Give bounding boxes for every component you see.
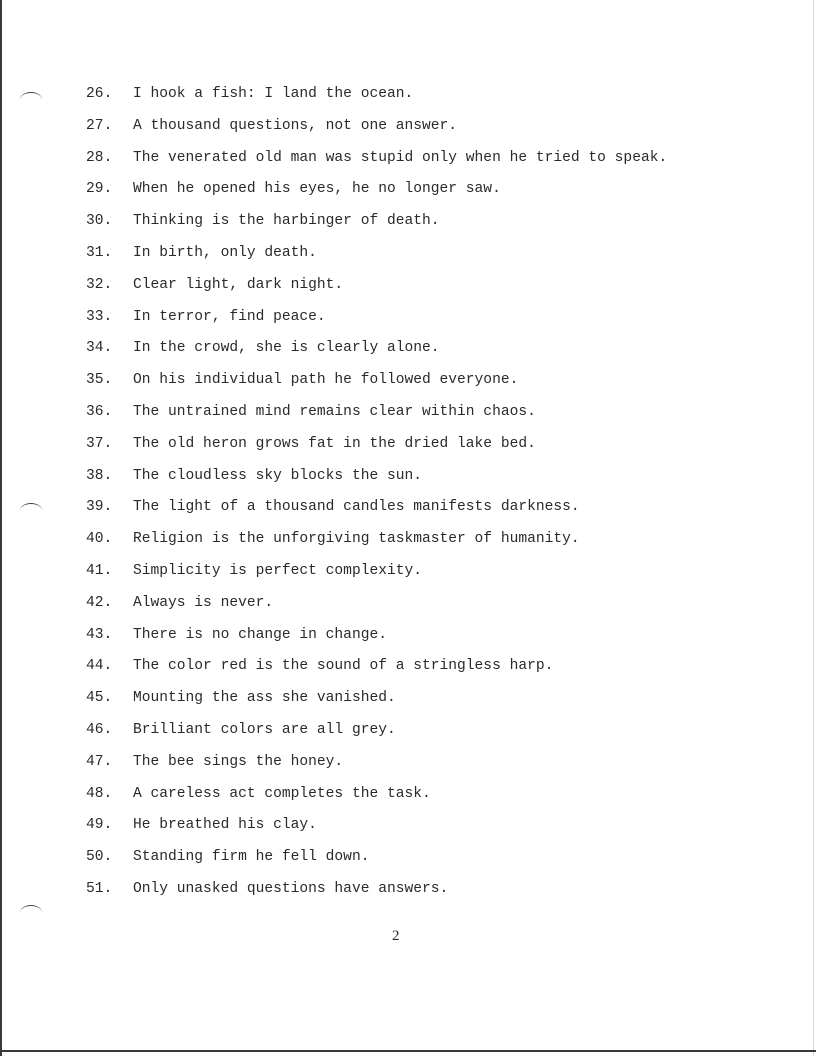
item-text: The venerated old man was stupid only when he tried to speak. [133, 149, 668, 166]
item-text: The bee sings the honey. [133, 753, 344, 770]
item-number: 30. [86, 213, 113, 230]
page-number: 2 [392, 928, 400, 944]
item-text: Standing firm he fell down. [133, 849, 370, 866]
item-number: 49. [86, 817, 113, 834]
item-number: 40. [86, 531, 113, 548]
item-text: In terror, find peace. [133, 308, 326, 325]
item-text: The cloudless sky blocks the sun. [133, 467, 423, 484]
item-number: 47. [86, 753, 113, 770]
item-text: The untrained mind remains clear within chaos. [133, 403, 536, 420]
scan-edge-left [0, 0, 2, 1056]
item-text: Brilliant colors are all grey. [133, 721, 396, 738]
item-number: 44. [86, 658, 113, 675]
punch-hole-mark-top [20, 92, 42, 107]
item-text: In the crowd, she is clearly alone. [133, 340, 440, 357]
item-text: Clear light, dark night. [133, 276, 344, 293]
item-text: Thinking is the harbinger of death. [133, 213, 440, 230]
item-number: 51. [86, 880, 113, 897]
punch-hole-mark-bottom [20, 905, 42, 920]
scan-edge-bottom [0, 1050, 816, 1052]
item-number: 39. [86, 499, 113, 516]
item-text: A careless act completes the task. [133, 785, 431, 802]
item-number: 48. [86, 785, 113, 802]
item-number: 33. [86, 308, 113, 325]
item-number: 28. [86, 149, 113, 166]
item-text: A thousand questions, not one answer. [133, 117, 458, 134]
item-text: There is no change in change. [133, 626, 387, 643]
item-number: 46. [86, 721, 113, 738]
item-number: 42. [86, 594, 113, 611]
item-text: The old heron grows fat in the dried lake bed. [133, 435, 536, 452]
item-number: 50. [86, 849, 113, 866]
punch-hole-mark-middle [20, 503, 42, 518]
item-text: On his individual path he followed everyone. [133, 372, 519, 389]
item-text: Only unasked questions have answers. [133, 880, 449, 897]
item-number: 36. [86, 403, 113, 420]
item-text: When he opened his eyes, he no longer saw. [133, 181, 501, 198]
item-number: 45. [86, 690, 113, 707]
item-number: 34. [86, 340, 113, 357]
item-text: I hook a fish: I land the ocean. [133, 86, 414, 102]
item-text: Simplicity is perfect complexity. [133, 562, 423, 579]
item-number: 32. [86, 276, 113, 293]
item-text: The color red is the sound of a stringless harp. [133, 658, 554, 675]
item-text: He breathed his clay. [133, 817, 317, 834]
item-number: 31. [86, 244, 113, 261]
item-text: Mounting the ass she vanished. [133, 690, 396, 707]
item-number: 35. [86, 372, 113, 389]
item-number: 37. [86, 435, 113, 452]
item-text: In birth, only death. [133, 244, 317, 261]
item-text: The light of a thousand candles manifests darkness. [133, 499, 580, 516]
item-text: Always is never. [133, 594, 274, 611]
item-number: 38. [86, 467, 113, 484]
item-number: 41. [86, 562, 113, 579]
item-text: Religion is the unforgiving taskmaster of humanity. [133, 531, 580, 548]
scan-edge-right [813, 0, 814, 1056]
item-number: 43. [86, 626, 113, 643]
item-number: 29. [86, 181, 113, 198]
item-number: 27. [86, 117, 113, 134]
item-number: 26. [86, 86, 113, 102]
